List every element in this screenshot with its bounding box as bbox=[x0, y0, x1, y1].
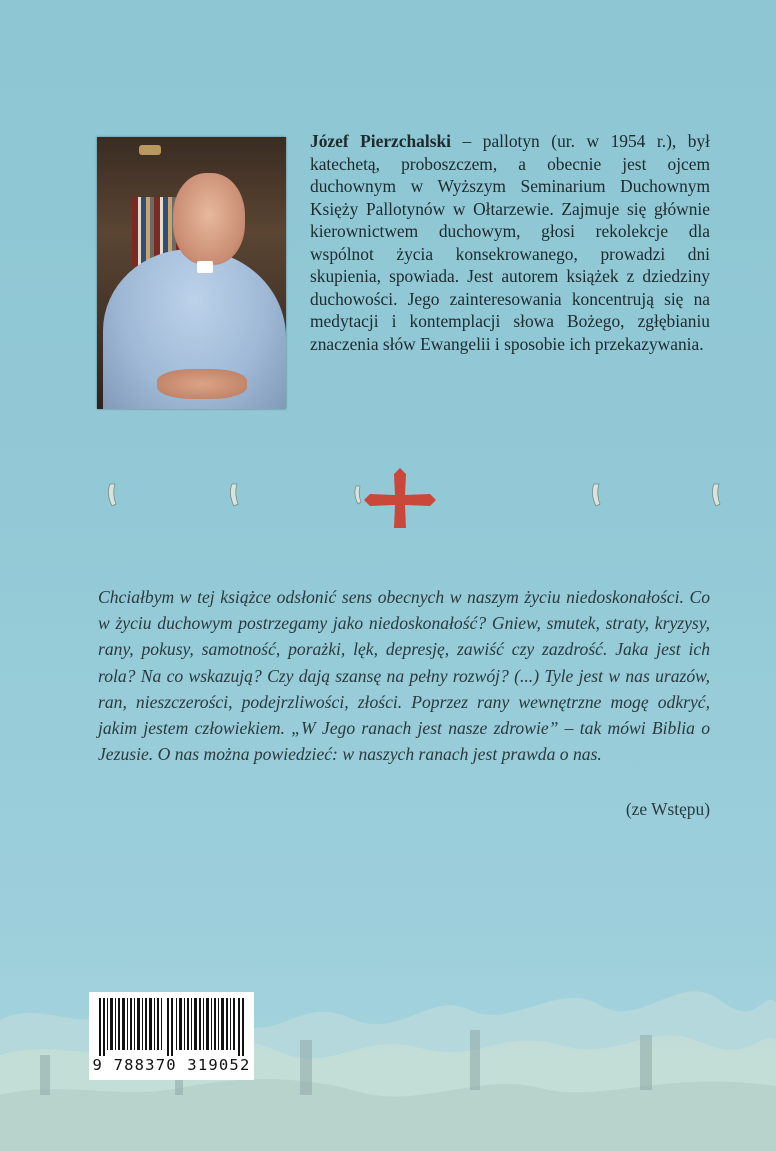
isbn-barcode bbox=[89, 992, 254, 1080]
person-head-shape bbox=[173, 173, 245, 265]
cover-quote: Chciałbym w tej książce odsłonić sens obecnych w naszym życiu niedoskonałości. Co w życiu duchowym postrzegamy jako niedoskonałość? Gniew, smutek, straty, kryzysy, rany, pokusy, samotność, porażki, lęk, depresję, zawiść czy zazdrość. Jaka jest ich rola? Na co wskazują? Czy dają szansę na pełny rozwój? (...) Tyle jest w nas urazów, ran, nieszczerości, podejrzliwości, złości. Poprzez rany wewnętrzne mogę odkryć, jakim jestem człowiekiem. „W Jego ranach jest nasze zdrowie” – tak mówi Biblia o Jezusie. O nas można powiedzieć: w naszych ranach jest prawda o nas. bbox=[98, 587, 710, 765]
author-photo bbox=[97, 137, 286, 409]
author-bio bbox=[310, 130, 710, 355]
lamp-shape bbox=[139, 145, 161, 155]
quote-source: (ze Wstępu) bbox=[625, 799, 710, 819]
author-bio-text: – pallotyn (ur. w 1954 r.), był katechetą, proboszczem, a obecnie jest ojcem duchownym w Wyższym Seminarium Duchownym Księży Pallotynów w Ołtarzewie. Zajmuje się głównie kierownictwem duchowym, głosi rekolekcje dla wspólnot życia konsekrowanego, prowadzi dni skupienia, spowiada. Jest autorem książek z dziedziny duchowości. Jego zainteresowania koncentrują się na medytacji i kontemplacji słowa Bożego, zgłębianiu znaczenia słów Ewangelii i sposobie ich przekazywania. bbox=[310, 131, 710, 354]
cross-divider bbox=[96, 468, 736, 528]
clerical-collar-shape bbox=[197, 261, 213, 273]
person-hands-shape bbox=[157, 369, 247, 399]
red-cross-icon bbox=[364, 468, 436, 528]
author-name: Józef Pierzchalski bbox=[310, 131, 451, 151]
barcode-bars bbox=[99, 998, 244, 1056]
isbn-digits: 9 788370 319052 bbox=[92, 1056, 251, 1074]
